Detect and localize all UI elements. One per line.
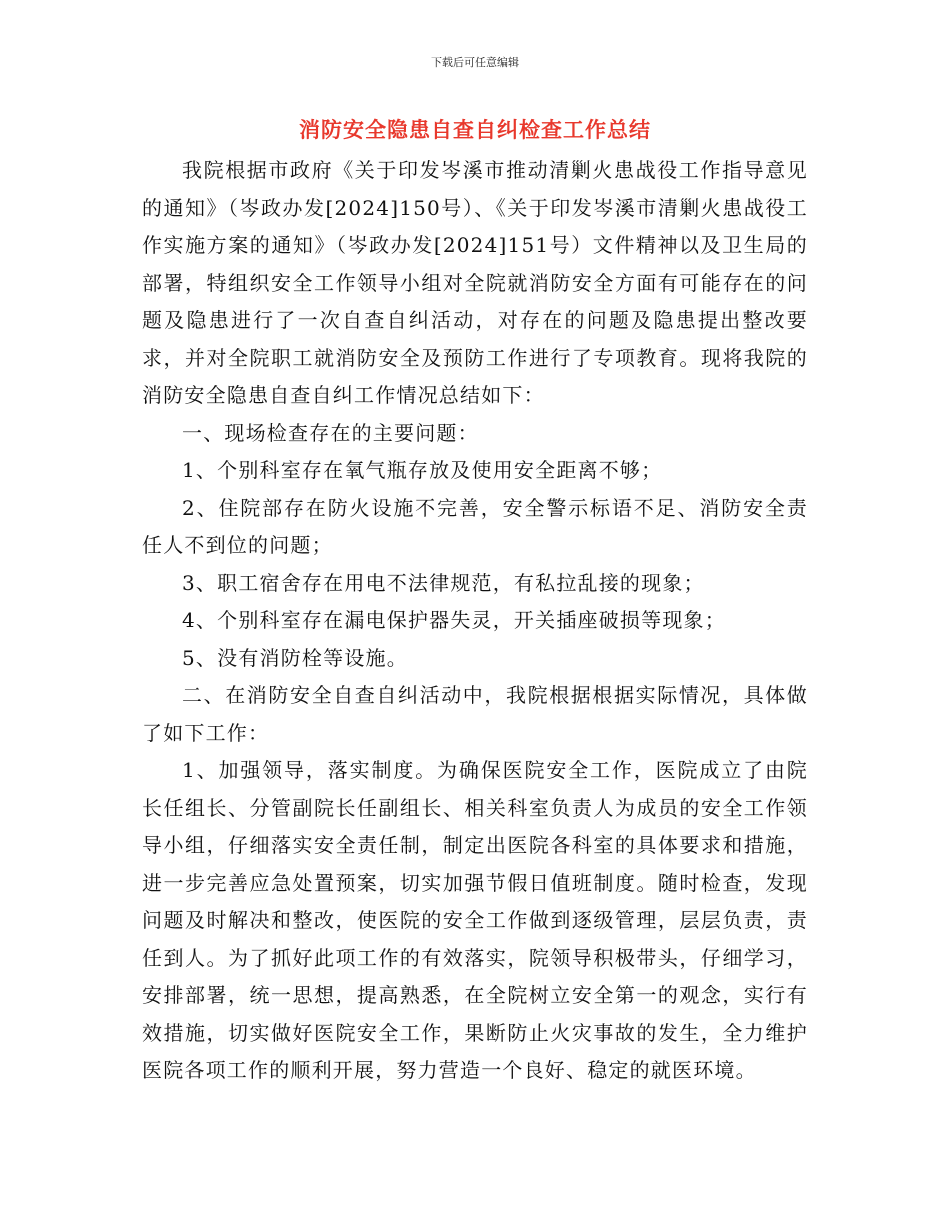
header-note: 下载后可任意编辑 [431, 56, 519, 69]
section-heading-problems: 一、现场检查存在的主要问题： [182, 420, 479, 445]
list-item-problem-3: 3、职工宿舍存在用电不法律规范，有私拉乱接的现象； [182, 570, 705, 595]
list-item-problem-4: 4、个别科室存在漏电保护器失灵，开关插座破损等现象； [182, 608, 726, 632]
paragraph-action-1: 1、加强领导，落实制度。为确保医院安全工作，医院成立了由院长任组长、分管副院长任副组长、相关科室负责人为成员的安全工作领导小组，仔细落实安全责任制，制定出医院各科室的具体要求和措施，进一步完善应急处置预案，切实加强节假日值班制度。随时检查，发现问题及时解决和整改，使医院的安全工作做到逐级管理，层层负责，责任到人。为了抓好此项工作的有效落实，院领导积极带头，仔细学习，安排部署，统一思想，提高熟悉，在全院树立安全第一的观念，实行有效措施，切实做好医院安全工作，果断防止火灾事故的发生，全力维护医院各项工作的顺利开展，努力营造一个良好、稳定的就医环境。 [142, 758, 808, 1082]
document-body [142, 152, 808, 1090]
list-item-problem-1: 1、个别科室存在氧气瓶存放及使用安全距离不够； [182, 458, 663, 482]
list-item-problem-2: 2、住院部存在防火设施不完善，安全警示标语不足、消防安全责任人不到位的问题； [142, 495, 808, 557]
list-item-problem-5: 5、没有消防栓等设施。 [182, 645, 408, 670]
paragraph-intro: 我院根据市政府《关于印发岑溪市推动清剿火患战役工作指导意见的通知》（岑政办发[2024]150号）、《关于印发岑溪市清剿火患战役工作实施方案的通知》（岑政办发[2024]151号）文件精神以及卫生局的部署，特组织安全工作领导小组对全院就消防安全方面有可能存在的问题及隐患进行了一次自查自纠活动，对存在的问题及隐患提出整改要求，并对全院职工就消防安全及预防工作进行了专项教育。现将我院的消防安全隐患自查自纠工作情况总结如下： [142, 158, 808, 407]
section-heading-actions: 二、在消防安全自查自纠活动中，我院根据根据实际情况，具体做了如下工作： [142, 683, 808, 745]
document-title: 消防安全隐患自查自纠检查工作总结 [299, 118, 651, 142]
